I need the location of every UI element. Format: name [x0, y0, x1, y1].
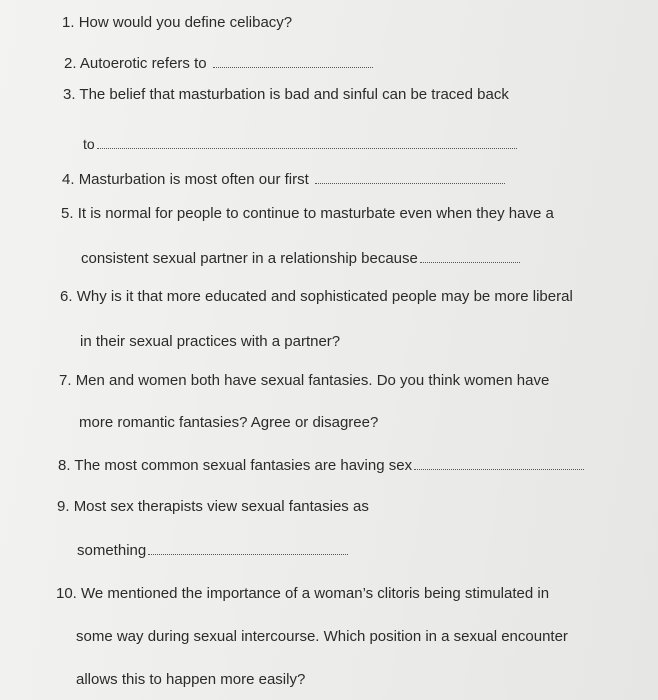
question-text: The belief that masturbation is bad and sinful can be traced back: [79, 86, 509, 103]
question-3: [63, 86, 509, 104]
question-text: Most sex therapists view sexual fantasies as: [73, 498, 369, 515]
question-6: [60, 288, 573, 306]
question-number: 5.: [61, 205, 74, 222]
question-number: 10.: [56, 585, 77, 602]
question-text: Why is it that more educated and sophisticated people may be more liberal: [76, 288, 573, 305]
question-9-continuation: [77, 542, 348, 560]
question-10: [56, 585, 549, 603]
question-8: [58, 457, 584, 475]
question-5-continuation: [81, 250, 520, 268]
question-7: [59, 372, 549, 390]
question-number: 7.: [59, 372, 72, 389]
question-number: 3.: [63, 86, 76, 103]
question-5: [61, 205, 554, 223]
answer-blank: [414, 457, 584, 470]
question-9: [57, 498, 369, 516]
question-number: 1.: [62, 14, 75, 31]
question-number: 2.: [64, 55, 77, 72]
question-number: 6.: [60, 288, 73, 305]
question-text-cont: something: [77, 542, 147, 559]
question-text-cont: to: [83, 136, 95, 152]
answer-blank: [213, 55, 373, 68]
question-text: The most common sexual fantasies are having sex: [74, 457, 413, 474]
question-10-continuation-2: [76, 671, 305, 689]
question-text: Masturbation is most often our first: [78, 171, 309, 188]
question-number: 8.: [58, 457, 71, 474]
question-text: Autoerotic refers to: [79, 55, 207, 72]
question-text-cont: consistent sexual partner in a relationship because: [81, 250, 418, 267]
answer-blank: [420, 250, 520, 263]
question-number: 9.: [57, 498, 70, 515]
question-7-continuation: [79, 414, 378, 432]
answer-blank: [315, 171, 505, 184]
question-text-cont: some way during sexual intercourse. Which position in a sexual encounter: [76, 628, 568, 645]
question-3-continuation: [83, 135, 517, 153]
question-text: We mentioned the importance of a woman’s clitoris being stimulated in: [81, 585, 550, 602]
question-text-cont: in their sexual practices with a partner?: [80, 333, 341, 350]
question-text-cont: more romantic fantasies? Agree or disagree?: [79, 414, 379, 431]
question-6-continuation: [80, 333, 340, 351]
question-2: [64, 55, 373, 73]
answer-blank: [148, 542, 348, 555]
question-text: Men and women both have sexual fantasies. Do you think women have: [75, 372, 550, 389]
question-text: It is normal for people to continue to masturbate even when they have a: [77, 205, 554, 222]
question-4: [62, 171, 505, 189]
question-10-continuation: [76, 628, 568, 646]
question-number: 4.: [62, 171, 75, 188]
question-1: [62, 14, 292, 32]
answer-blank: [97, 136, 517, 149]
question-text-cont: allows this to happen more easily?: [76, 671, 306, 688]
question-text: How would you define celibacy?: [78, 14, 293, 31]
